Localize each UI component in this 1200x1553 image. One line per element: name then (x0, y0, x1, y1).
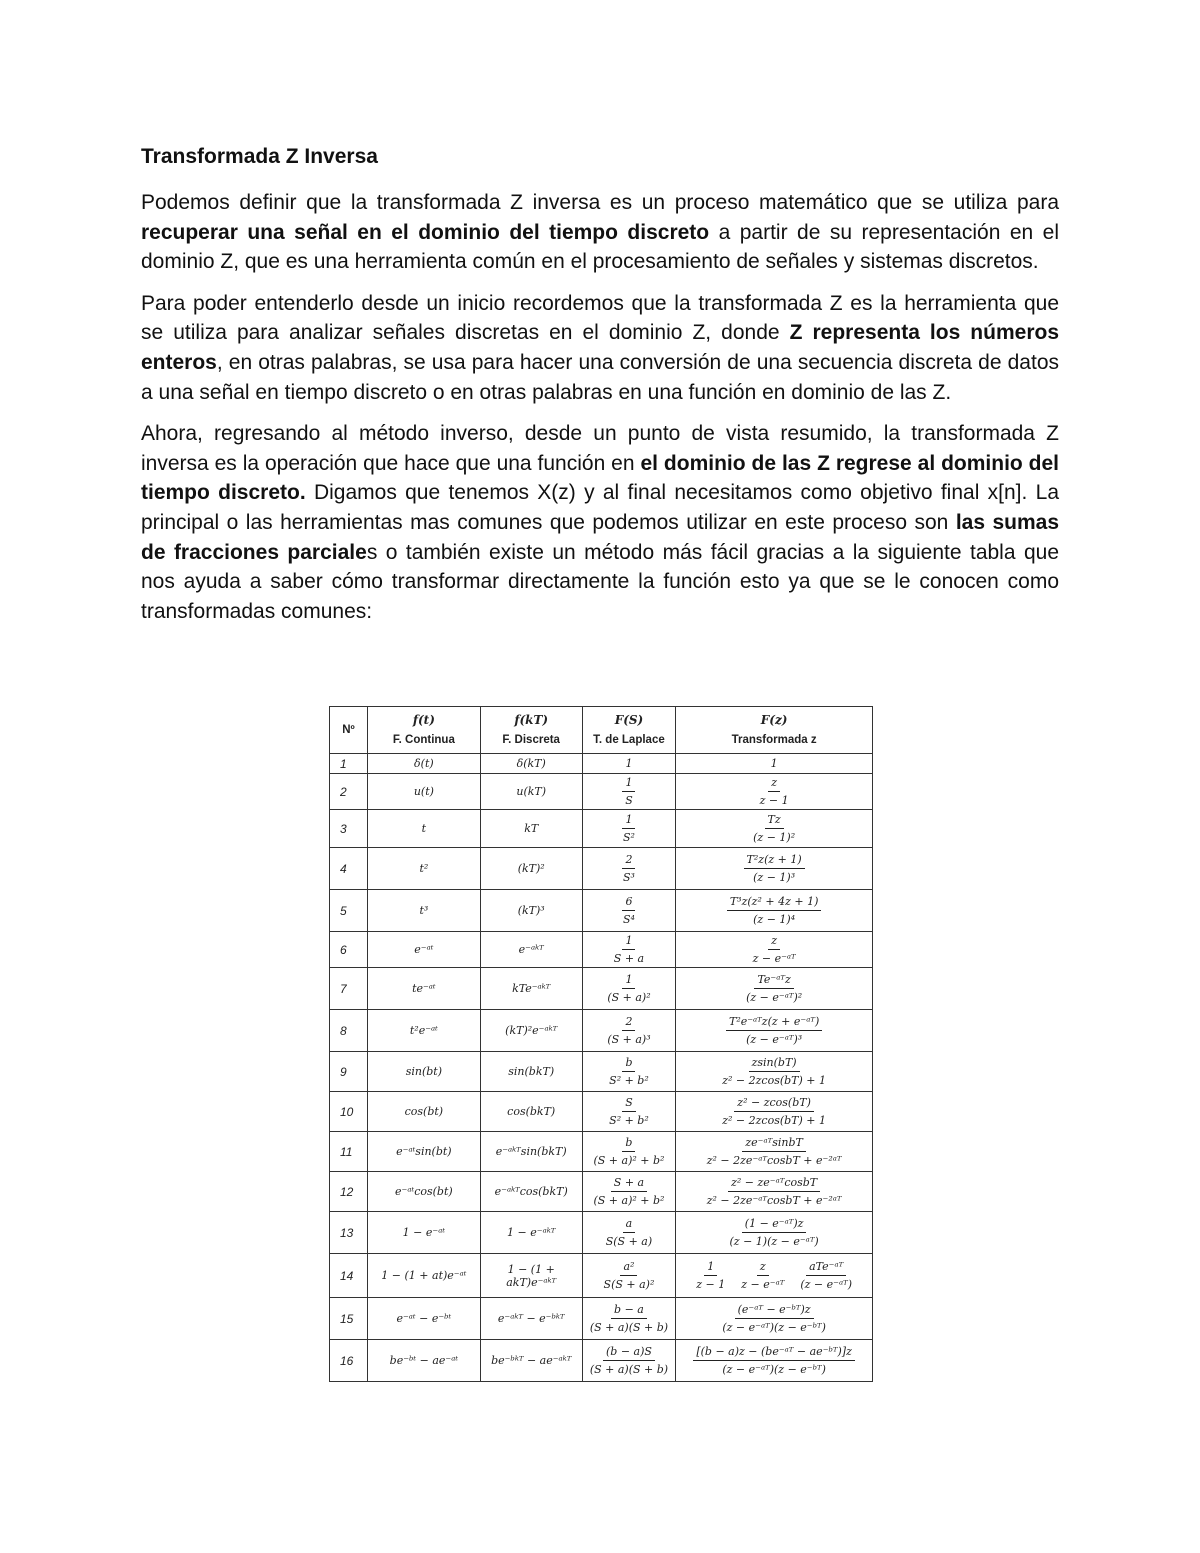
continuous-function: be⁻ᵇᵗ − ae⁻ᵃᵗ (368, 1340, 481, 1382)
ztransform-numerator: [(b − a)z − (be⁻ᵃᵀ − ae⁻ᵇᵀ)]z (693, 1344, 855, 1361)
laplace-transform (582, 1340, 676, 1382)
continuous-function: t²e⁻ᵃᵗ (368, 1010, 481, 1052)
row-number: 10 (330, 1092, 368, 1132)
laplace-denominator: S² + b² (609, 1114, 649, 1127)
ztransform-numerator: T³z(z² + 4z + 1) (727, 894, 822, 911)
p3-bold-2: las sumas de fracciones parciale (141, 510, 1059, 564)
laplace-numerator: 1 (622, 775, 635, 792)
continuous-function: te⁻ᵃᵗ (368, 968, 481, 1010)
ztransform-numerator: z (768, 775, 780, 792)
z-transform (676, 890, 873, 932)
laplace-numerator: 1 (622, 972, 635, 989)
ztransform-numerator: (1 − e⁻ᵃᵀ)z (742, 1216, 807, 1233)
ztransform-fraction (727, 894, 822, 927)
laplace-denominator: S² + b² (609, 1074, 649, 1087)
ztransform-denominator: (z − 1)⁴ (753, 913, 796, 926)
header-discrete-fn: f(kT) (514, 713, 549, 727)
discrete-function: (kT)² (480, 848, 582, 890)
row-number: 3 (330, 810, 368, 848)
ztransform-term-3-denominator: (z − e⁻ᵃᵀ) (800, 1278, 852, 1291)
paragraph-2 (141, 289, 1059, 407)
ztransform-fraction (750, 812, 798, 845)
laplace-fraction (603, 1216, 655, 1249)
laplace-denominator: S + a (613, 952, 645, 965)
laplace-transform (582, 1052, 676, 1092)
laplace-transform (582, 1298, 676, 1340)
ztransform-denominator: (z − 1)² (753, 831, 796, 844)
continuous-function: t² (368, 848, 481, 890)
laplace-fraction (587, 1344, 671, 1377)
laplace-numerator: b − a (611, 1302, 647, 1319)
discrete-function: (kT)²e⁻ᵃᵏᵀ (480, 1010, 582, 1052)
ztransform-fraction (719, 1095, 829, 1128)
laplace-denominator: S⁴ (622, 913, 635, 926)
continuous-function: e⁻ᵃᵗsin(bt) (368, 1132, 481, 1172)
continuous-function: δ(t) (368, 754, 481, 774)
laplace-fraction (590, 1175, 667, 1208)
laplace-fraction (606, 1095, 652, 1128)
discrete-function: kTe⁻ᵃᵏᵀ (480, 968, 582, 1010)
ztransform-fraction (704, 1175, 845, 1208)
document-title: Transformada Z Inversa (141, 145, 378, 168)
laplace-denominator: S³ (622, 871, 635, 884)
ztransform-fraction (719, 1302, 829, 1335)
discrete-function: e⁻ᵃᵏᵀsin(bkT) (480, 1132, 582, 1172)
laplace-numerator: 1 (622, 933, 635, 950)
z-transform (676, 1172, 873, 1212)
table-row (330, 810, 873, 848)
z-transform (676, 848, 873, 890)
z-transform (676, 1092, 873, 1132)
laplace-denominator: S (625, 794, 633, 807)
ztransform-numerator: (e⁻ᵃᵀ − e⁻ᵇᵀ)z (735, 1302, 814, 1319)
laplace-transform (582, 890, 676, 932)
ztransform-denominator: (z − 1)³ (753, 871, 796, 884)
z-transform (676, 774, 873, 810)
table-row (330, 890, 873, 932)
laplace-transform (582, 810, 676, 848)
ztransform-term-3-numerator: aTe⁻ᵃᵀ (806, 1259, 846, 1276)
row-number: 15 (330, 1298, 368, 1340)
laplace-transform (582, 1254, 676, 1298)
ztransform-denominator: z² − 2ze⁻ᵃᵀcosbT + e⁻²ᵃᵀ (706, 1154, 842, 1167)
paragraph-1 (141, 188, 1059, 277)
ztransform-term-1-fraction (693, 1259, 728, 1292)
ztransform-denominator: (z − e⁻ᵃᵀ)(z − e⁻ᵇᵀ) (722, 1321, 826, 1334)
laplace-fraction (606, 1055, 652, 1088)
ztransform-denominator: z − 1 (759, 794, 789, 807)
z-transform (676, 968, 873, 1010)
laplace-fraction (620, 894, 638, 927)
p2-bold-1: Z representa los números enteros (141, 321, 1059, 374)
laplace-transform (582, 848, 676, 890)
ztransform-value: 1 (770, 757, 778, 770)
ztransform-fraction (726, 1014, 822, 1047)
discrete-function: 1 − e⁻ᵃᵏᵀ (480, 1212, 582, 1254)
table-row (330, 968, 873, 1010)
laplace-numerator: 2 (622, 852, 635, 869)
row-number: 13 (330, 1212, 368, 1254)
ztransform-fraction (757, 775, 792, 808)
row-number: 6 (330, 932, 368, 968)
laplace-denominator: (S + a)(S + b) (589, 1321, 669, 1334)
laplace-transform (582, 1212, 676, 1254)
continuous-function: e⁻ᵃᵗ (368, 932, 481, 968)
z-transform (676, 1132, 873, 1172)
ztransform-denominator: z − e⁻ᵃᵀ (752, 952, 796, 965)
row-number: 14 (330, 1254, 368, 1298)
ztransform-numerator: Tz (765, 812, 784, 829)
table-row (330, 1132, 873, 1172)
continuous-function: e⁻ᵃᵗcos(bt) (368, 1172, 481, 1212)
row-number: 8 (330, 1010, 368, 1052)
header-laplace-fn: F(S) (614, 713, 644, 727)
laplace-transform (582, 754, 676, 774)
ztransform-numerator: T²z(z + 1) (744, 852, 805, 869)
laplace-fraction (620, 852, 638, 885)
ztransform-numerator: zsin(bT) (749, 1055, 800, 1072)
laplace-transform (582, 774, 676, 810)
row-number: 4 (330, 848, 368, 890)
ztransform-denominator: z² − 2zcos(bT) + 1 (722, 1074, 827, 1087)
laplace-numerator: 1 (622, 812, 635, 829)
ztransform-numerator: T²e⁻ᵃᵀz(z + e⁻ᵃᵀ) (726, 1014, 822, 1031)
ztransform-denominator: z² − 2zcos(bT) + 1 (722, 1114, 827, 1127)
row-number: 12 (330, 1172, 368, 1212)
laplace-denominator: (S + a)³ (607, 1033, 651, 1046)
discrete-function: e⁻ᵃᵏᵀ − e⁻ᵇᵏᵀ (480, 1298, 582, 1340)
laplace-denominator: (S + a)² (607, 991, 651, 1004)
ztransform-numerator: z² − zcos(bT) (734, 1095, 814, 1112)
row-number: 1 (330, 754, 368, 774)
laplace-fraction (611, 933, 647, 966)
table-row (330, 848, 873, 890)
table-row (330, 1010, 873, 1052)
header-laplace (582, 707, 676, 754)
p2-text-a: Para poder entenderlo desde un inicio recordemos que la transformada Z es la herramienta que se utiliza para analizar señales discretas en el dominio Z, donde (141, 291, 1059, 345)
ztransform-fraction (693, 1344, 855, 1377)
continuous-function: u(t) (368, 774, 481, 810)
z-transform (676, 1254, 873, 1298)
laplace-numerator: b (622, 1055, 635, 1072)
laplace-denominator: (S + a)² + b² (593, 1154, 665, 1167)
ztransform-term-2-numerator: z (757, 1259, 769, 1276)
row-number: 16 (330, 1340, 368, 1382)
header-continuous (368, 707, 481, 754)
z-transform (676, 754, 873, 774)
header-discrete (480, 707, 582, 754)
p3-text-d: s o también existe un método más fácil gracias a la siguiente tabla que nos ayuda a saber cómo transformar directamente la función esto ya que se le conocen como transformadas comunes: (141, 540, 1060, 623)
header-discrete-label: F. Discreta (502, 734, 560, 746)
p3-text-a: Ahora, regresando al método inverso, desde un punto de vista resumido, la transformada Z inversa es la operación que hace que una función en (141, 422, 1059, 475)
table-row (330, 754, 873, 774)
ztransform-term-2-fraction (738, 1259, 787, 1292)
ztransform-fraction (743, 972, 805, 1005)
laplace-denominator: S² (622, 831, 635, 844)
ztransform-denominator: z² − 2ze⁻ᵃᵀcosbT + e⁻²ᵃᵀ (706, 1194, 842, 1207)
table-row (330, 1092, 873, 1132)
continuous-function: e⁻ᵃᵗ − e⁻ᵇᵗ (368, 1298, 481, 1340)
row-number: 9 (330, 1052, 368, 1092)
row-number: 11 (330, 1132, 368, 1172)
ztransform-fraction (719, 1055, 829, 1088)
z-transform (676, 1212, 873, 1254)
z-transform (676, 1052, 873, 1092)
ztransform-denominator: (z − e⁻ᵃᵀ)² (746, 991, 803, 1004)
discrete-function: u(kT) (480, 774, 582, 810)
header-num: Nº (330, 707, 368, 754)
continuous-function: 1 − (1 + at)e⁻ᵃᵗ (368, 1254, 481, 1298)
table-row (330, 1254, 873, 1298)
laplace-denominator: (S + a)(S + b) (589, 1363, 669, 1376)
p1-text-a: Podemos definir que la transformada Z inversa es un proceso matemático que se utiliza para (141, 191, 1059, 214)
ztransform-fraction (750, 933, 799, 966)
laplace-denominator: S(S + a) (605, 1235, 653, 1248)
discrete-function: e⁻ᵃᵏᵀ (480, 932, 582, 968)
p2-text-c: , en otras palabras, se usa para hacer una conversión de una secuencia discreta de datos a una señal en tiempo discreto o en otras palabras en una función en dominio de las Z. (141, 350, 1059, 404)
p1-text-c: a partir de su representación en el dominio Z, que es una herramienta común en el procesamiento de señales y sistemas discretos. (141, 220, 1060, 274)
header-ztransform-fn: F(z) (760, 713, 788, 727)
ztransform-numerator: ze⁻ᵃᵀsinbT (742, 1135, 806, 1152)
ztransform-denominator: (z − e⁻ᵃᵀ)(z − e⁻ᵇᵀ) (722, 1363, 826, 1376)
continuous-function: t (368, 810, 481, 848)
ztransform-numerator: z² − ze⁻ᵃᵀcosbT (728, 1175, 820, 1192)
ztransform-numerator: Te⁻ᵃᵀz (754, 972, 793, 989)
paragraph-3 (141, 419, 1059, 626)
discrete-function: e⁻ᵃᵏᵀcos(bkT) (480, 1172, 582, 1212)
laplace-transform (582, 968, 676, 1010)
continuous-function: cos(bt) (368, 1092, 481, 1132)
z-transform-table (329, 706, 873, 1382)
laplace-fraction (604, 1014, 653, 1047)
z-transform (676, 932, 873, 968)
header-continuous-label: F. Continua (392, 734, 455, 746)
discrete-function: δ(kT) (480, 754, 582, 774)
table-row (330, 1340, 873, 1382)
laplace-denominator: S(S + a)² (603, 1278, 655, 1291)
laplace-numerator: 2 (622, 1014, 635, 1031)
laplace-transform (582, 1132, 676, 1172)
ztransform-sum (693, 1259, 855, 1292)
p3-text-c: Digamos que tenemos X(z) y al final necesitamos como objetivo final x[n]. La principal o las herramientas mas comunes que podemos utilizar en este proceso son (141, 481, 1060, 534)
header-continuous-fn: f(t) (412, 713, 435, 727)
ztransform-numerator: z (768, 933, 780, 950)
table-row (330, 1298, 873, 1340)
ztransform-term-3-fraction (797, 1259, 855, 1292)
ztransform-term-1-numerator: 1 (704, 1259, 717, 1276)
laplace-numerator: a² (620, 1259, 637, 1276)
laplace-transform (582, 932, 676, 968)
row-number: 5 (330, 890, 368, 932)
laplace-transform (582, 1092, 676, 1132)
table-header-row (330, 707, 873, 754)
laplace-fraction (587, 1302, 671, 1335)
laplace-transform (582, 1172, 676, 1212)
ztransform-term-2-denominator: z − e⁻ᵃᵀ (741, 1278, 785, 1291)
laplace-numerator: S (622, 1095, 636, 1112)
discrete-function: (kT)³ (480, 890, 582, 932)
p3-bold-1: el dominio de las Z regrese al dominio del tiempo discreto. (141, 451, 1060, 505)
laplace-numerator: b (622, 1135, 635, 1152)
laplace-transform (582, 1010, 676, 1052)
document-page (141, 140, 1059, 638)
ztransform-term-1-denominator: z − 1 (696, 1278, 726, 1291)
laplace-numerator: a (623, 1216, 636, 1233)
laplace-numerator: S + a (611, 1175, 647, 1192)
header-ztransform (676, 707, 873, 754)
continuous-function: 1 − e⁻ᵃᵗ (368, 1212, 481, 1254)
row-number: 2 (330, 774, 368, 810)
z-transform (676, 1340, 873, 1382)
discrete-function: 1 − (1 + akT)e⁻ᵃᵏᵀ (480, 1254, 582, 1298)
p1-bold-1: recuperar una señal en el dominio del tiempo discreto (141, 220, 710, 244)
laplace-numerator: 6 (622, 894, 635, 911)
discrete-function: kT (480, 810, 582, 848)
table-row (330, 1172, 873, 1212)
discrete-function: be⁻ᵇᵏᵀ − ae⁻ᵃᵏᵀ (480, 1340, 582, 1382)
table-body (330, 754, 873, 1382)
ztransform-denominator: (z − 1)(z − e⁻ᵃᵀ) (729, 1235, 819, 1248)
continuous-function: t³ (368, 890, 481, 932)
discrete-function: cos(bkT) (480, 1092, 582, 1132)
laplace-fraction (620, 812, 638, 845)
z-transform (676, 1298, 873, 1340)
ztransform-fraction (726, 1216, 821, 1249)
header-laplace-label: T. de Laplace (593, 734, 665, 746)
table-row (330, 932, 873, 968)
laplace-value: 1 (625, 757, 633, 770)
table-row (330, 1052, 873, 1092)
continuous-function: sin(bt) (368, 1052, 481, 1092)
row-number: 7 (330, 968, 368, 1010)
z-transform (676, 810, 873, 848)
ztransform-denominator: (z − e⁻ᵃᵀ)³ (746, 1033, 803, 1046)
laplace-fraction (604, 972, 653, 1005)
header-ztransform-label: Transformada z (731, 734, 817, 746)
laplace-fraction (601, 1259, 658, 1292)
laplace-numerator: (b − a)S (603, 1344, 655, 1361)
ztransform-fraction (704, 1135, 845, 1168)
discrete-function: sin(bkT) (480, 1052, 582, 1092)
z-transform (676, 1010, 873, 1052)
laplace-denominator: (S + a)² + b² (593, 1194, 665, 1207)
laplace-fraction (590, 1135, 667, 1168)
ztransform-fraction (744, 852, 805, 885)
laplace-fraction (622, 775, 636, 808)
table-row (330, 1212, 873, 1254)
table-row (330, 774, 873, 810)
